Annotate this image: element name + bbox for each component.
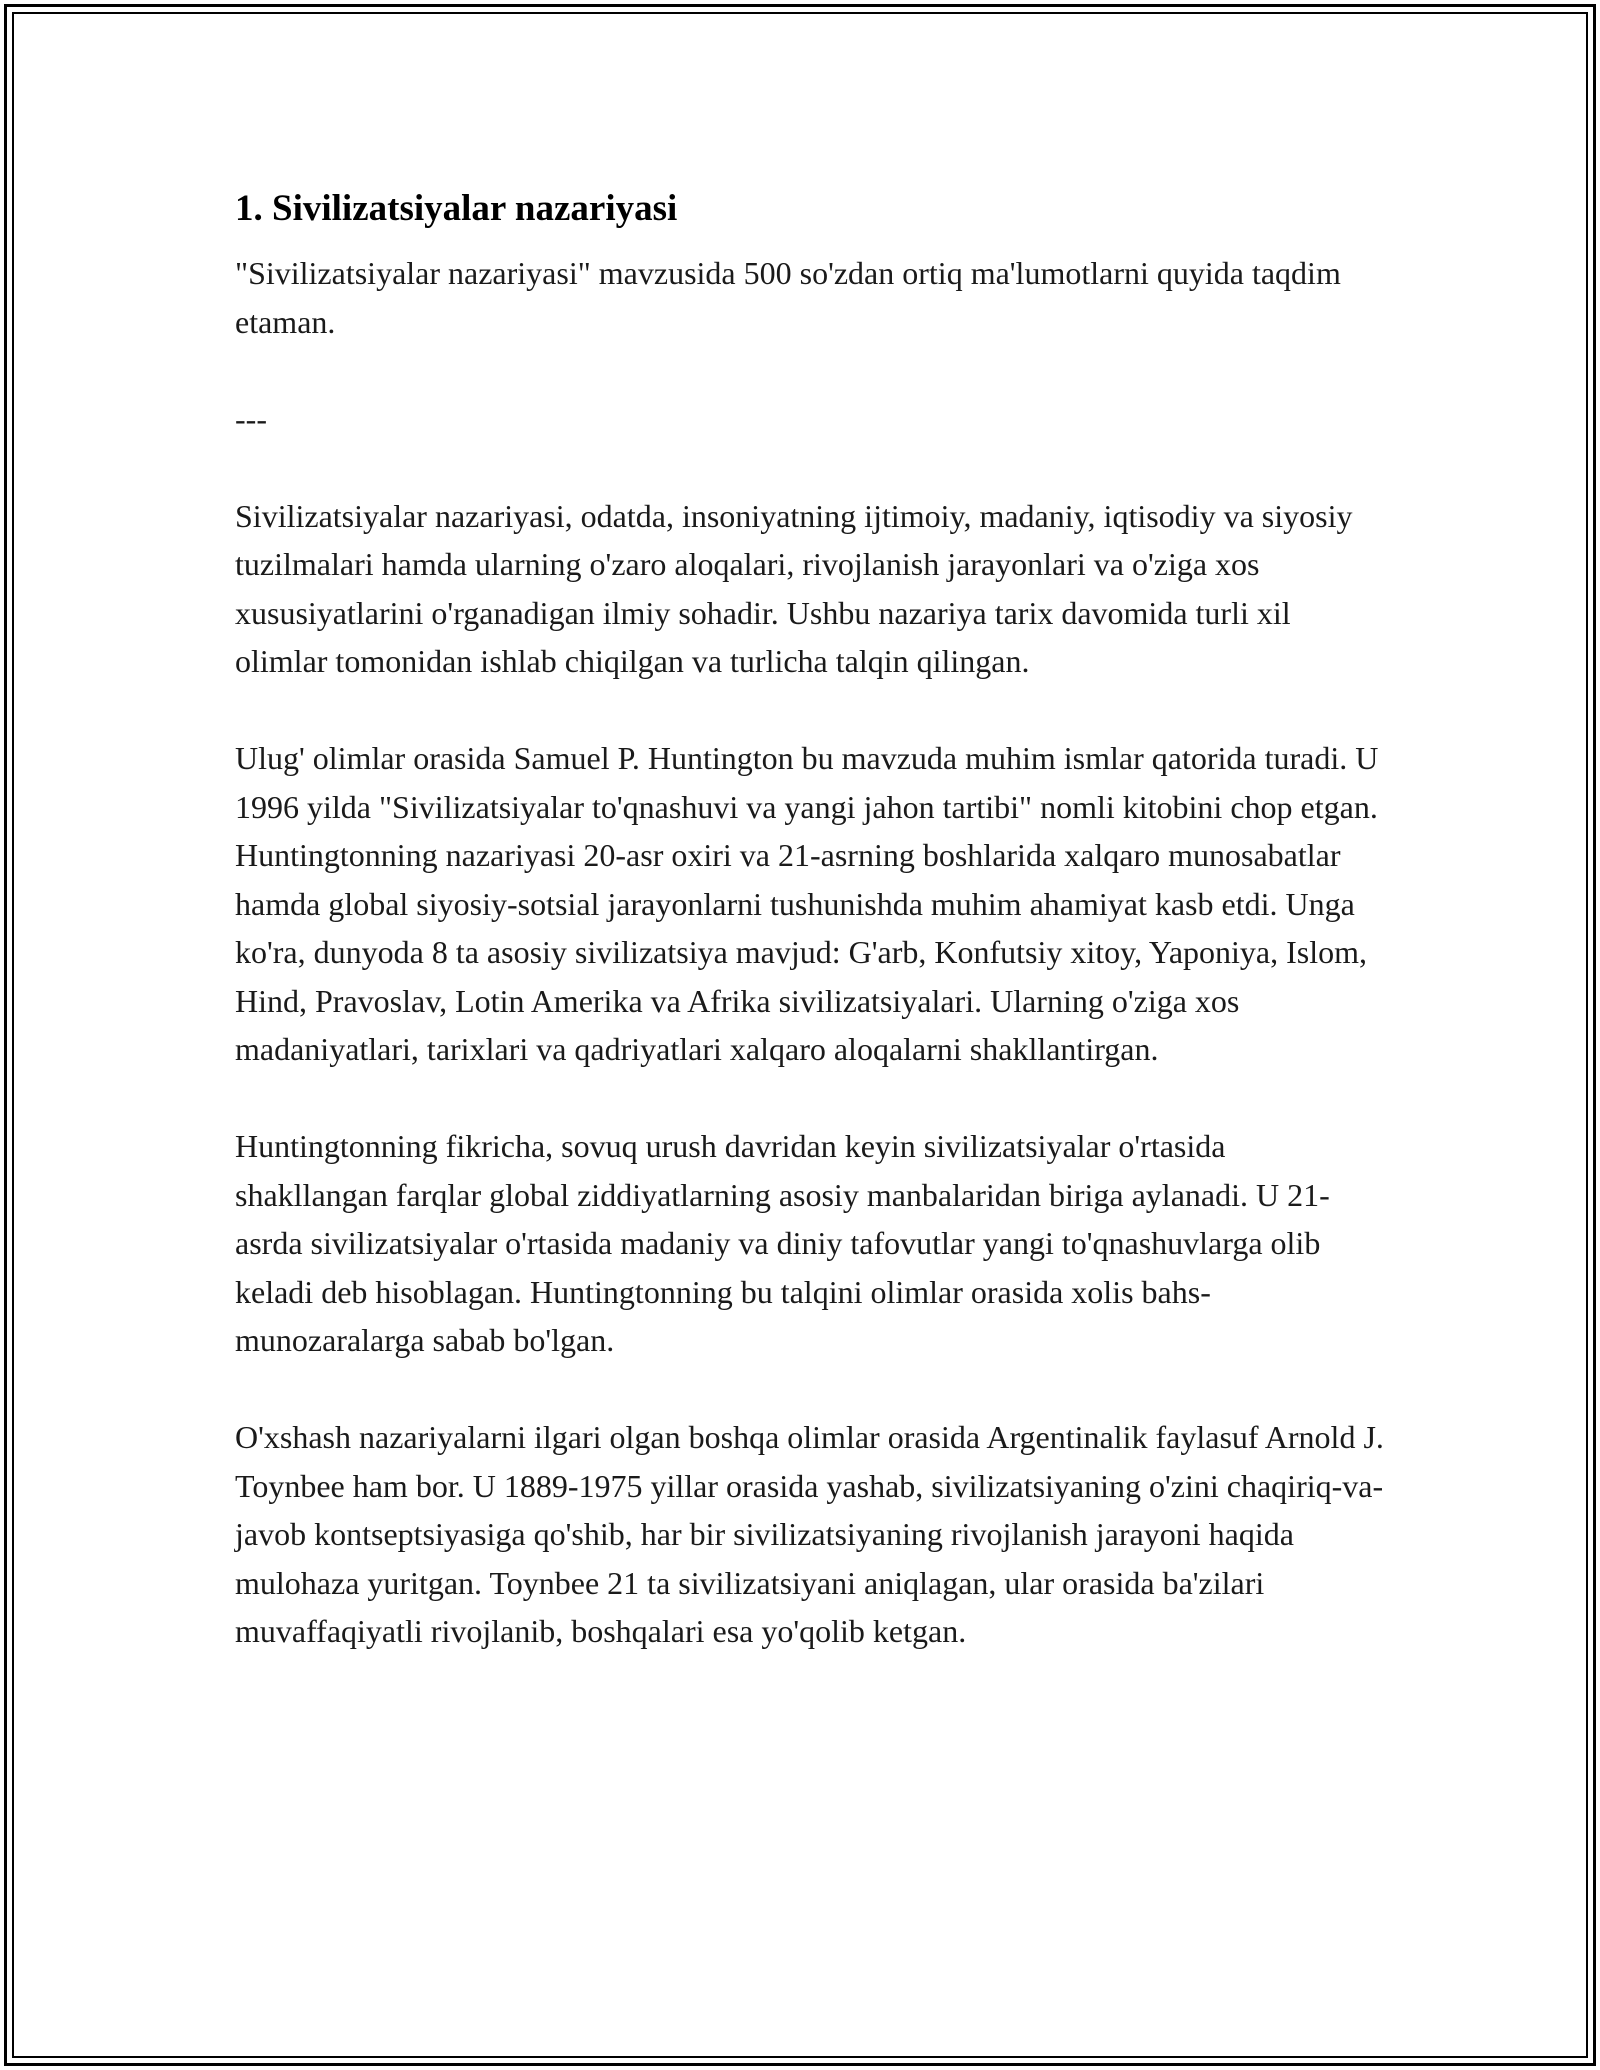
document-body (235, 185, 1385, 1704)
page-title: 1. Sivilizatsiyalar nazariyasi (235, 188, 678, 229)
paragraph-huntington-conflicts: Huntingtonning fikricha, sovuq urush davridan keyin sivilizatsiyalar o'rtasida shakllangan farqlar global ziddiyatlarning asosiy manbalaridan biriga aylanadi. U 21-asrda sivilizatsiyalar o'rtasida madaniy va diniy tafovutlar yangi to'qnashuvlarga olib keladi deb hisoblagan. Huntingtonning bu talqini olimlar orasida xolis bahs-munozaralarga sabab bo'lgan. (235, 1128, 1330, 1358)
paragraph-definition: Sivilizatsiyalar nazariyasi, odatda, insoniyatning ijtimoiy, madaniy, iqtisodiy va siyosiy tuzilmalari hamda ularning o'zaro aloqalari, rivojlanish jarayonlari va o'ziga xos xususiyatlarini o'rganadigan ilmiy sohadir. Ushbu nazariya tarix davomida turli xil olimlar tomonidan ishlab chiqilgan va turlicha talqin qilingan. (235, 497, 1353, 679)
paragraph-toynbee: O'xshash nazariyalarni ilgari olgan boshqa olimlar orasida Argentinalik faylasuf Arnold J. Toynbee ham bor. U 1889-1975 yillar orasida yashab, sivilizatsiyaning o'zini chaqiriq-va-javob kontseptsiyasiga qo'shib, har bir sivilizatsiyaning rivojlanish jarayoni haqida mulohaza yuritgan. Toynbee 21 ta sivilizatsiyani aniqlagan, ular orasida ba'zilari muvaffaqiyatli rivojlanib, boshqalari esa yo'qolib ketgan. (235, 1419, 1384, 1649)
paragraph-huntington: Ulug' olimlar orasida Samuel P. Huntington bu mavzuda muhim ismlar qatorida turadi. U 1996 yilda "Sivilizatsiyalar to'qnashuvi va yangi jahon tartibi" nomli kitobini chop etgan. Huntingtonning nazariyasi 20-asr oxiri va 21-asrning boshlarida xalqaro munosabatlar hamda global siyosiy-sotsial jarayonlarni tushunishda muhim ahamiyat kasb etdi. Unga ko'ra, dunyoda 8 ta asosiy sivilizatsiya mavjud: G'arb, Konfutsiy xitoy, Yaponiya, Islom, Hind, Pravoslav, Lotin Amerika va Afrika sivilizatsiyalari. Ularning o'ziga xos madaniyatlari, tarixlari va qadriyatlari xalqaro aloqalarni shakllantirgan. (235, 740, 1379, 1067)
intro-paragraph: "Sivilizatsiyalar nazariyasi" mavzusida 500 so'zdan ortiq ma'lumotlarni quyida taqdim etaman. (235, 255, 1341, 340)
section-separator: --- (235, 400, 267, 437)
